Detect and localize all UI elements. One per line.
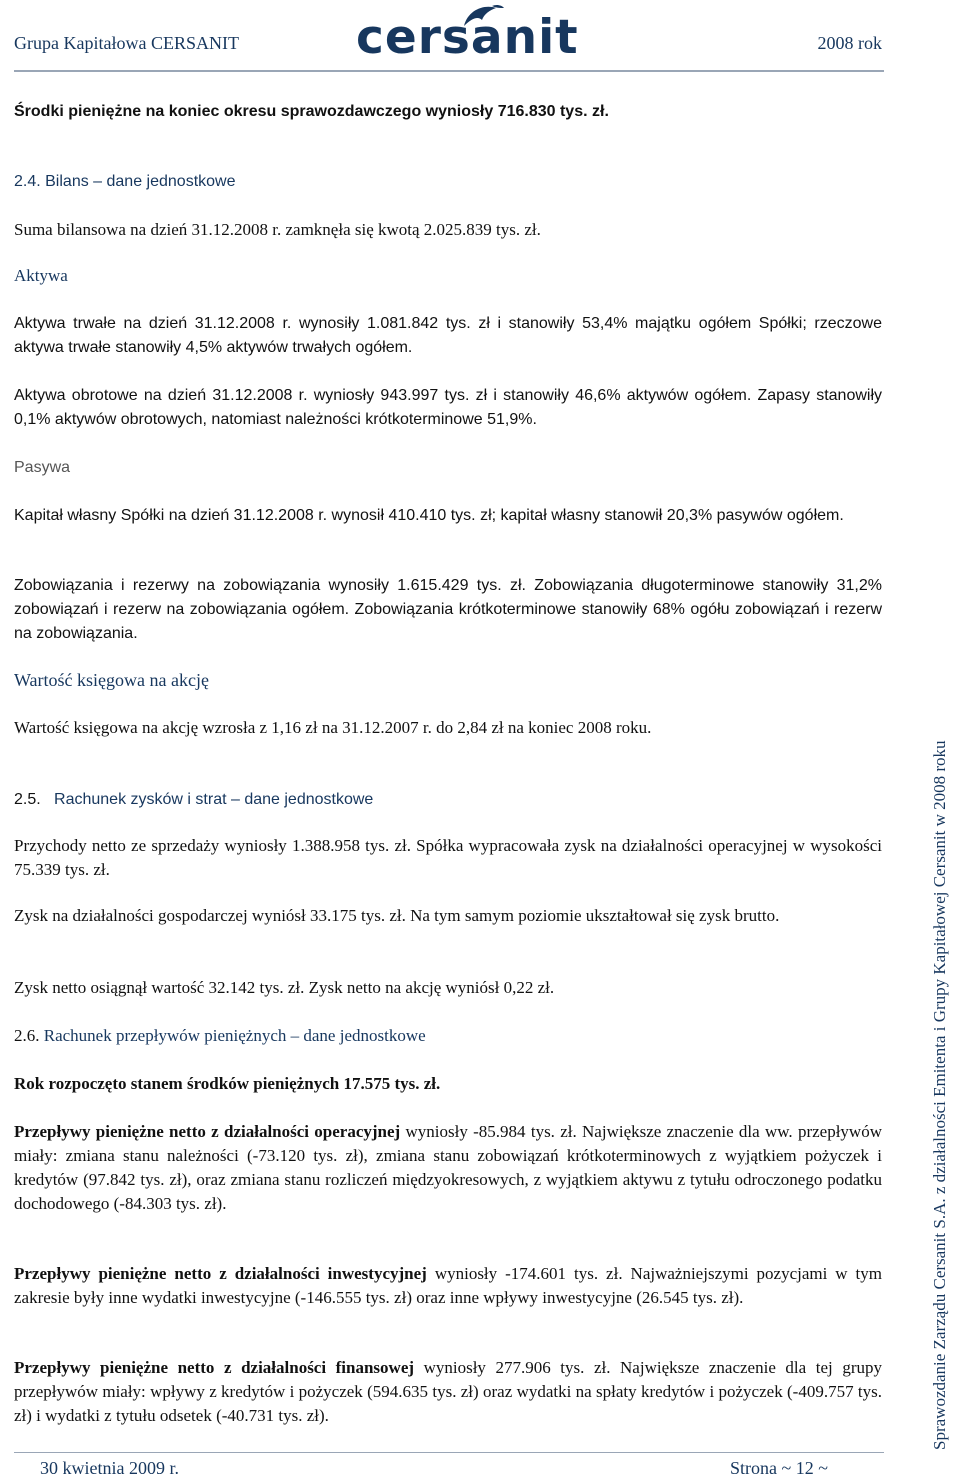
balance-sum-paragraph: Suma bilansowa na dzień 31.12.2008 r. zamknęła się kwotą 2.025.839 tys. zł.	[14, 220, 541, 239]
side-report-title: Sprawozdanie Zarządu Cersanit S.A. z działalności Emitenta i Grupy Kapitałowej Cersanit w 2008 roku	[930, 740, 949, 1450]
section-2-6-title: Rachunek przepływów pieniężnych – dane jednostkowe	[43, 1026, 426, 1045]
footer-page-number: Strona ~ 12 ~	[730, 1458, 828, 1478]
fixed-assets-paragraph: Aktywa trwałe na dzień 31.12.2008 r. wynosiły 1.081.842 tys. zł i stanowiły 53,4% majątku ogółem Spółki; rzeczowe aktywa trwałe stanowiły 4,5% aktywów trwałych ogółem.	[14, 315, 882, 356]
book-value-paragraph: Wartość księgowa na akcję wzrosła z 1,16 zł na 31.12.2007 r. do 2,84 zł na koniec 2008 roku.	[14, 718, 652, 737]
liabilities-paragraph: Zobowiązania i rezerwy na zobowiązania wynosiły 1.615.429 tys. zł. Zobowiązania długoterminowe stanowiły 31,2% zobowiązań i rezerw na zobowiązania ogółem. Zobowiązania krótkoterminowe stanowiły 68% ogółu zobowiązań i rezerw na zobowiązania.	[14, 577, 882, 642]
investing-cashflow-text: wyniosły -174.601 tys. zł. Najważniejszymi pozycjami w tym zakresie były inne wydatki inwestycyjne (-146.555 tys. zł) oraz inne wpływy inwestycyjne (26.545 tys. zł).	[14, 1264, 882, 1307]
investing-cashflow-lead: Przepływy pieniężne netto z działalności inwestycyjnej	[14, 1264, 427, 1283]
current-assets-paragraph: Aktywa obrotowe na dzień 31.12.2008 r. wyniosły 943.997 tys. zł i stanowiły 46,6% aktywów ogółem. Zapasy stanowiły 0,1% aktywów obrotowych, natomiast należności krótkoterminowe 51,9%.	[14, 387, 882, 428]
page-header	[0, 0, 960, 72]
brand-wordmark: cersanit	[356, 10, 579, 65]
financing-cashflow-text: wyniosły 277.906 tys. zł. Największe znaczenie dla tej grupy przepływów miały: wpływy z kredytów i pożyczek (594.635 tys. zł) oraz wydatki na spłaty kredytów i pożyczek (-409.757 tys. zł) i wydatki z tytułu odsetek (-40.731 tys. zł).	[14, 1358, 882, 1425]
section-2-6-number: 2.6.	[14, 1026, 40, 1045]
financing-cashflow-lead: Przepływy pieniężne netto z działalności finansowej	[14, 1358, 415, 1377]
section-2-5-number: 2.5.	[14, 791, 41, 808]
section-2-5-heading	[14, 788, 882, 812]
pasywa-heading: Pasywa	[14, 459, 71, 476]
financing-cashflow-paragraph	[14, 1356, 882, 1428]
operating-cashflow-text: wyniosły -85.984 tys. zł. Największe znaczenie dla ww. przepływów miały: zmiana stanu należności (-73.120 tys. zł), zmiana stanu zobowiązań krótkoterminowych z wyjątkiem pożyczek i kredytów (97.842 tys. zł), oraz zmiana stanu rozliczeń międzyokresowych, z wyjątkiem aktywu z tytułu odroczonego podatku dochodowego (-84.303 tys. zł).	[14, 1122, 882, 1213]
operating-cashflow-lead: Przepływy pieniężne netto z działalności operacyjnej	[14, 1122, 401, 1141]
footer-date: 30 kwietnia 2009 r.	[40, 1458, 179, 1478]
aktywa-heading: Aktywa	[14, 266, 68, 285]
equity-paragraph: Kapitał własny Spółki na dzień 31.12.2008 r. wynosił 410.410 tys. zł; kapitał własny stanowił 20,3% pasywów ogółem.	[14, 507, 844, 524]
footer-divider	[14, 1452, 884, 1453]
revenue-paragraph: Przychody netto ze sprzedaży wyniosły 1.388.958 tys. zł. Spółka wypracowała zysk na działalności operacyjnej w wysokości 75.339 tys. zł.	[14, 836, 882, 879]
cash-end-paragraph: Środki pieniężne na koniec okresu sprawozdawczego wyniosły 716.830 tys. zł.	[14, 103, 609, 120]
book-value-heading: Wartość księgowa na akcję	[14, 670, 209, 690]
header-divider	[14, 70, 884, 72]
opening-cash-paragraph: Rok rozpoczęto stanem środków pieniężnych 17.575 tys. zł.	[14, 1074, 441, 1093]
section-2-6-heading	[14, 1024, 882, 1048]
cersanit-logo	[356, 2, 579, 70]
section-2-4-heading: 2.4. Bilans – dane jednostkowe	[14, 173, 236, 190]
net-profit-paragraph: Zysk netto osiągnął wartość 32.142 tys. zł. Zysk netto na akcję wyniósł 0,22 zł.	[14, 978, 555, 997]
section-2-5-title: Rachunek zysków i strat – dane jednostkowe	[54, 791, 374, 808]
operating-cashflow-paragraph	[14, 1120, 882, 1216]
header-year: 2008 rok	[817, 33, 882, 53]
investing-cashflow-paragraph	[14, 1262, 882, 1310]
gross-profit-paragraph: Zysk na działalności gospodarczej wyniósł 33.175 tys. zł. Na tym samym poziomie ukształtował się zysk brutto.	[14, 906, 780, 925]
header-company: Grupa Kapitałowa CERSANIT	[14, 33, 239, 53]
